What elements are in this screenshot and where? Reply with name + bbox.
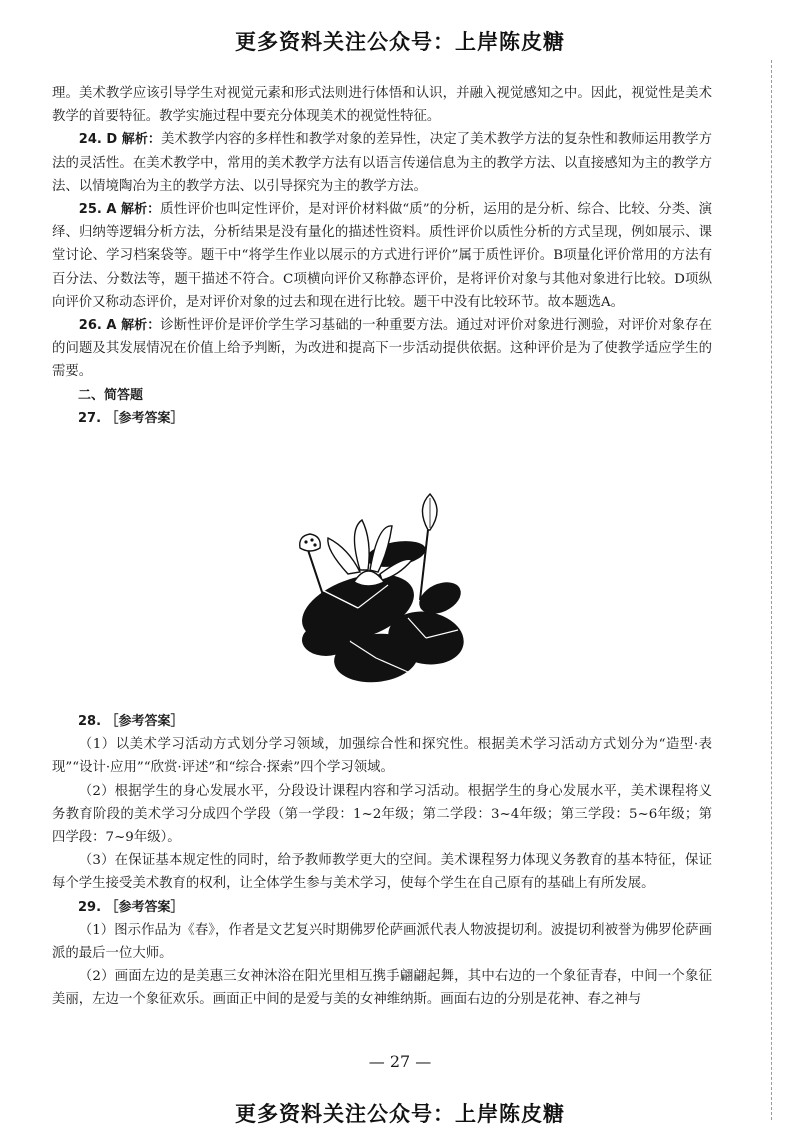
paragraph-continued: 理。美术教学应该引导学生对视觉元素和形式法则进行体悟和认识，并融入视觉感知之中。因此，视觉性是美术教学的首要特征。教学实施过程中要充分体现美术的视觉性特征。 (52, 86, 712, 125)
answer-text-bottom (52, 710, 712, 1012)
section-heading: 二、简答题 (78, 387, 144, 403)
answer-text-top (52, 82, 712, 430)
question-28-point-3: （3）在保证基本规定性的同时，给予教师教学更大的空间。美术课程努力体现义务教育的基本特征，保证每个学生接受美术教育的权利，让全体学生参与美术学习，使每个学生在自己原有的基础上有所发展。 (52, 853, 712, 892)
footer-banner: 更多资料关注公众号：上岸陈皮糖 (235, 1102, 565, 1126)
question-28-point-1: （1）以美术学习活动方式划分学习领域，加强综合性和探究性。根据美术学习活动方式划分为“造型·表现”“设计·应用”“欣赏·评述”和“综合·探索”四个学习领域。 (52, 737, 712, 776)
question-28-label: 28. ［参考答案］ (78, 714, 184, 729)
lotus-illustration (288, 490, 474, 690)
question-25-text: 质性评价也叫定性评价，是对评价材料做“质”的分析，运用的是分析、综合、比较、分类、演绎、归纳等逻辑分析方法，分析结果是没有量化的描述性资料。质性评价以质性分析的方式呈现，例如展示、课堂讨论、学习档案袋等。题干中“将学生作业以展示的方式进行评价”属于质性评价。B项量化评价常用的方法有百分法、分数法等，题干描述不符合。C项横向评价又称静态评价，是将评价对象与其他对象进行比较。D项纵向评价又称动态评价，是对评价对象的过去和现在进行比较。题干中没有比较环节。故本题选A。 (52, 202, 712, 310)
question-25-label: 25. A 解析： (78, 202, 161, 218)
page-number: — 27 — (368, 1052, 432, 1071)
question-24 (52, 128, 712, 198)
question-24-label: 24. D 解析： (78, 132, 161, 148)
question-26-label: 26. A 解析： (78, 318, 161, 334)
header-banner: 更多资料关注公众号：上岸陈皮糖 (235, 30, 565, 54)
question-29-point-2: （2）画面左边的是美惠三女神沐浴在阳光里相互携手翩翩起舞，其中右边的一个象征青春，中间一个象征美丽，左边一个象征欢乐。画面正中间的是爱与美的女神维纳斯。画面右边的分别是花神、春之神与 (52, 969, 712, 1008)
question-25 (52, 198, 712, 314)
question-26 (52, 314, 712, 384)
question-28-point-2: （2）根据学生的身心发展水平，分段设计课程内容和学习活动。根据学生的身心发展水平，美术课程将义务教育阶段的美术学习分成四个学段（第一学段：1~2年级；第二学段：3~4年级；第三学段：5~6年级；第四学段：7~9年级）。 (52, 783, 712, 846)
question-27-label: 27. ［参考答案］ (78, 410, 184, 426)
question-29-point-1: （1）图示作品为《春》，作者是文艺复兴时期佛罗伦萨画派代表人物波提切利。波提切利被誉为佛罗伦萨画派的最后一位大师。 (52, 922, 712, 962)
question-29-label: 29. ［参考答案］ (78, 899, 184, 915)
question-26-text: 诊断性评价是评价学生学习基础的一种重要方法。通过对评价对象进行测验，对评价对象存在的问题及其发展情况在价值上给予判断，为改进和提高下一步活动提供依据。这种评价是为了使教学适应学生的需要。 (52, 318, 712, 380)
question-24-text: 美术教学内容的多样性和教学对象的差异性，决定了美术教学方法的复杂性和教师运用教学方法的灵活性。在美术教学中，常用的美术教学方法有以语言传递信息为主的教学方法、以直接感知为主的教学方法、以情境陶冶为主的教学方法、以引导探究为主的教学方法。 (52, 132, 713, 194)
binding-margin-line (771, 60, 772, 1120)
